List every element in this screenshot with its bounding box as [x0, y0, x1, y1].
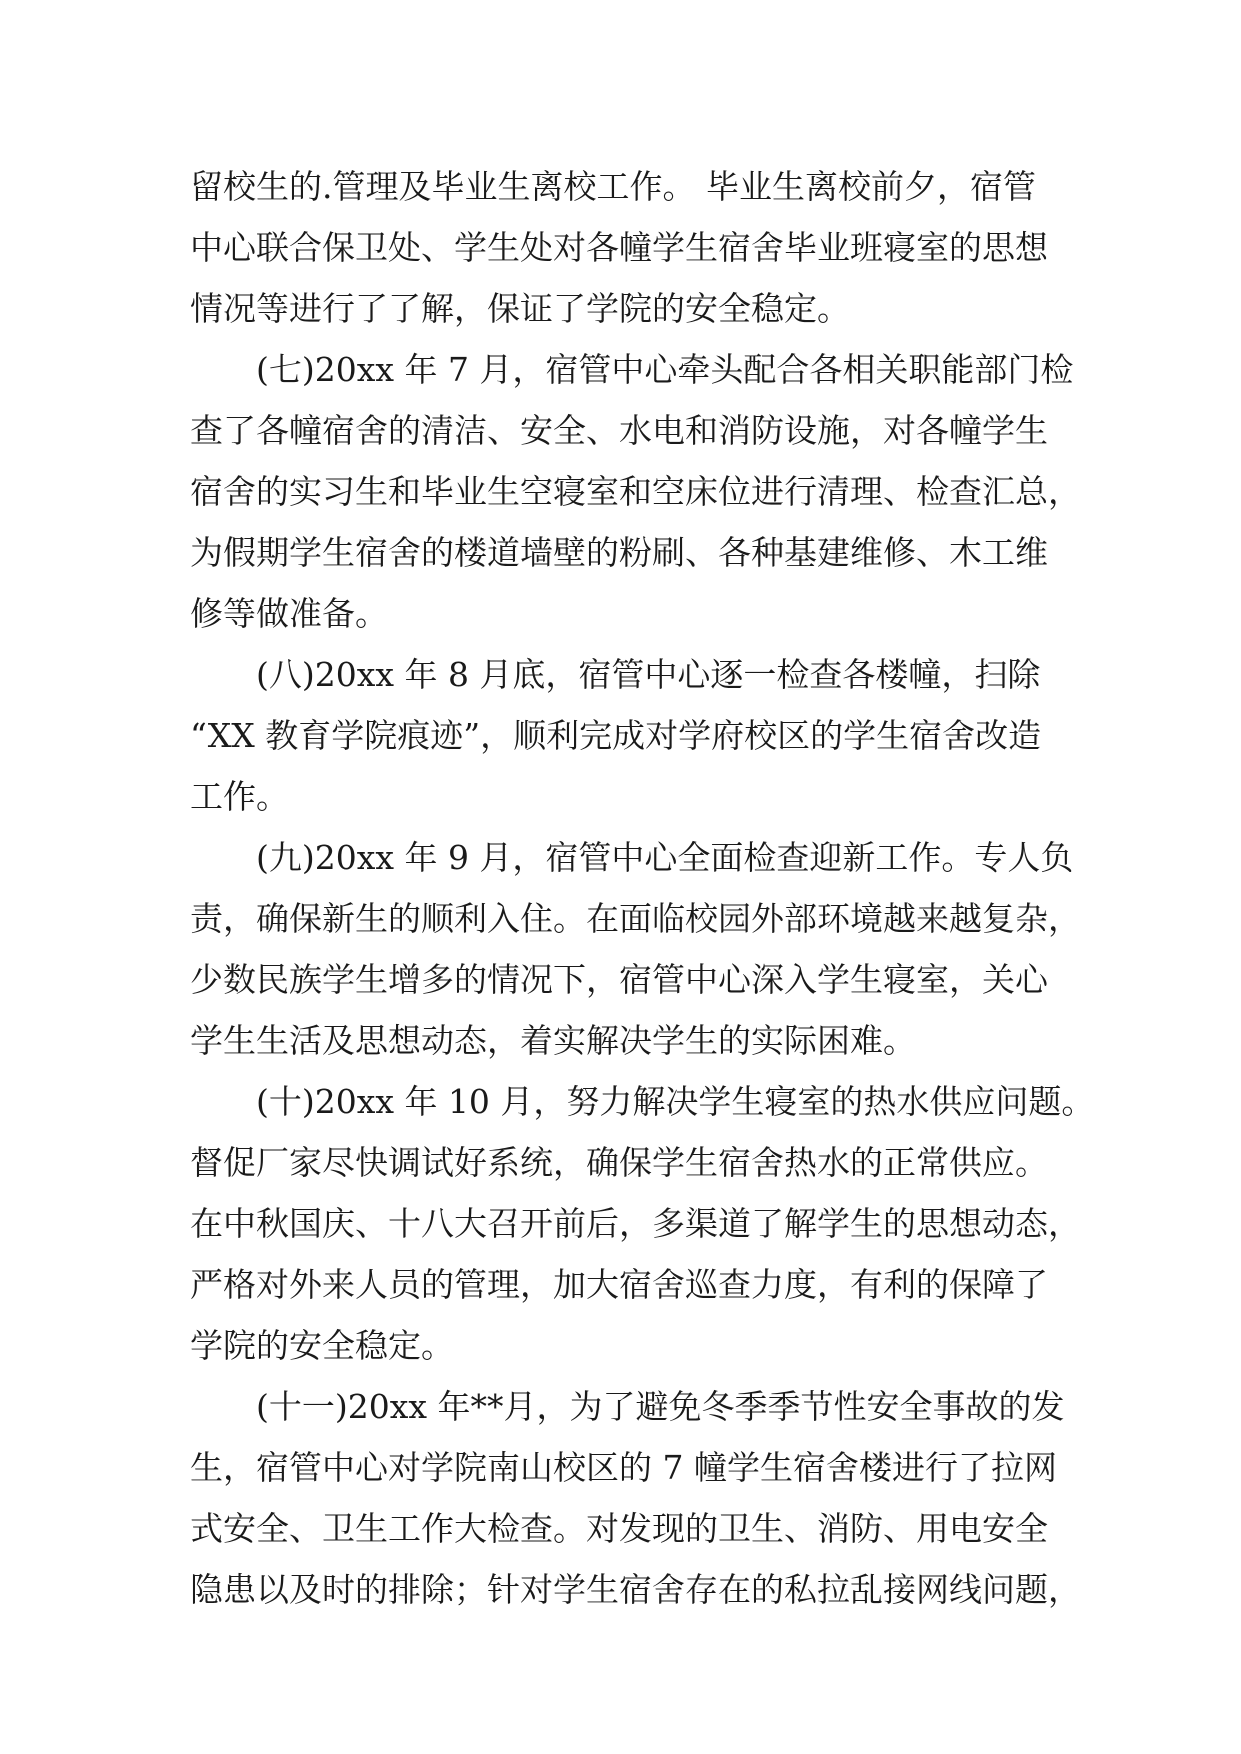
text-line-18: 在中秋国庆、十八大召开前后，多渠道了解学生的思想动态， — [190, 1204, 1081, 1243]
text-line-5: 查了各幢宿舍的清洁、安全、水电和消防设施，对各幢学生 — [190, 411, 1048, 450]
text-line-6: 宿舍的实习生和毕业生空寝室和空床位进行清理、检查汇总， — [190, 472, 1081, 511]
text-line-23: 式安全、卫生工作大检查。对发现的卫生、消防、用电安全 — [190, 1509, 1048, 1548]
text-line-1: 留校生的.管理及毕业生离校工作。 毕业生离校前夕，宿管 — [190, 167, 1036, 206]
text-line-13: 责，确保新生的顺利入住。在面临校园外部环境越来越复杂， — [190, 899, 1081, 938]
text-line-10: “XX 教育学院痕迹”，顺利完成对学府校区的学生宿舍改造 — [190, 716, 1042, 755]
paragraph-9-start: (九)20xx 年 9 月，宿管中心全面检查迎新工作。专人负 — [256, 838, 1074, 877]
text-line-7: 为假期学生宿舍的楼道墙壁的粉刷、各种基建维修、木工维 — [190, 533, 1048, 572]
text-line-17: 督促厂家尽快调试好系统，确保学生宿舍热水的正常供应。 — [190, 1143, 1048, 1182]
text-line-22: 生，宿管中心对学院南山校区的 7 幢学生宿舍楼进行了拉网 — [190, 1448, 1057, 1487]
paragraph-10-start: (十)20xx 年 10 月，努力解决学生寝室的热水供应问题。 — [256, 1082, 1095, 1121]
text-line-2: 中心联合保卫处、学生处对各幢学生宿舍毕业班寝室的思想 — [190, 228, 1048, 267]
text-line-8: 修等做准备。 — [190, 594, 388, 633]
document-body — [190, 156, 1095, 1620]
text-line-20: 学院的安全稳定。 — [190, 1326, 454, 1365]
text-line-14: 少数民族学生增多的情况下，宿管中心深入学生寝室，关心 — [190, 960, 1048, 999]
text-line-19: 严格对外来人员的管理，加大宿舍巡查力度，有利的保障了 — [190, 1265, 1048, 1304]
text-line-11: 工作。 — [190, 777, 289, 816]
paragraph-8-start: (八)20xx 年 8 月底，宿管中心逐一检查各楼幢，扫除 — [256, 655, 1041, 694]
text-line-15: 学生生活及思想动态，着实解决学生的实际困难。 — [190, 1021, 916, 1060]
text-line-3: 情况等进行了了解，保证了学院的安全稳定。 — [190, 289, 850, 328]
text-line-24: 隐患以及时的排除；针对学生宿舍存在的私拉乱接网线问题， — [190, 1570, 1081, 1609]
paragraph-11-start: (十一)20xx 年**月，为了避免冬季季节性安全事故的发 — [256, 1387, 1065, 1426]
paragraph-7-start: (七)20xx 年 7 月，宿管中心牵头配合各相关职能部门检 — [256, 350, 1074, 389]
